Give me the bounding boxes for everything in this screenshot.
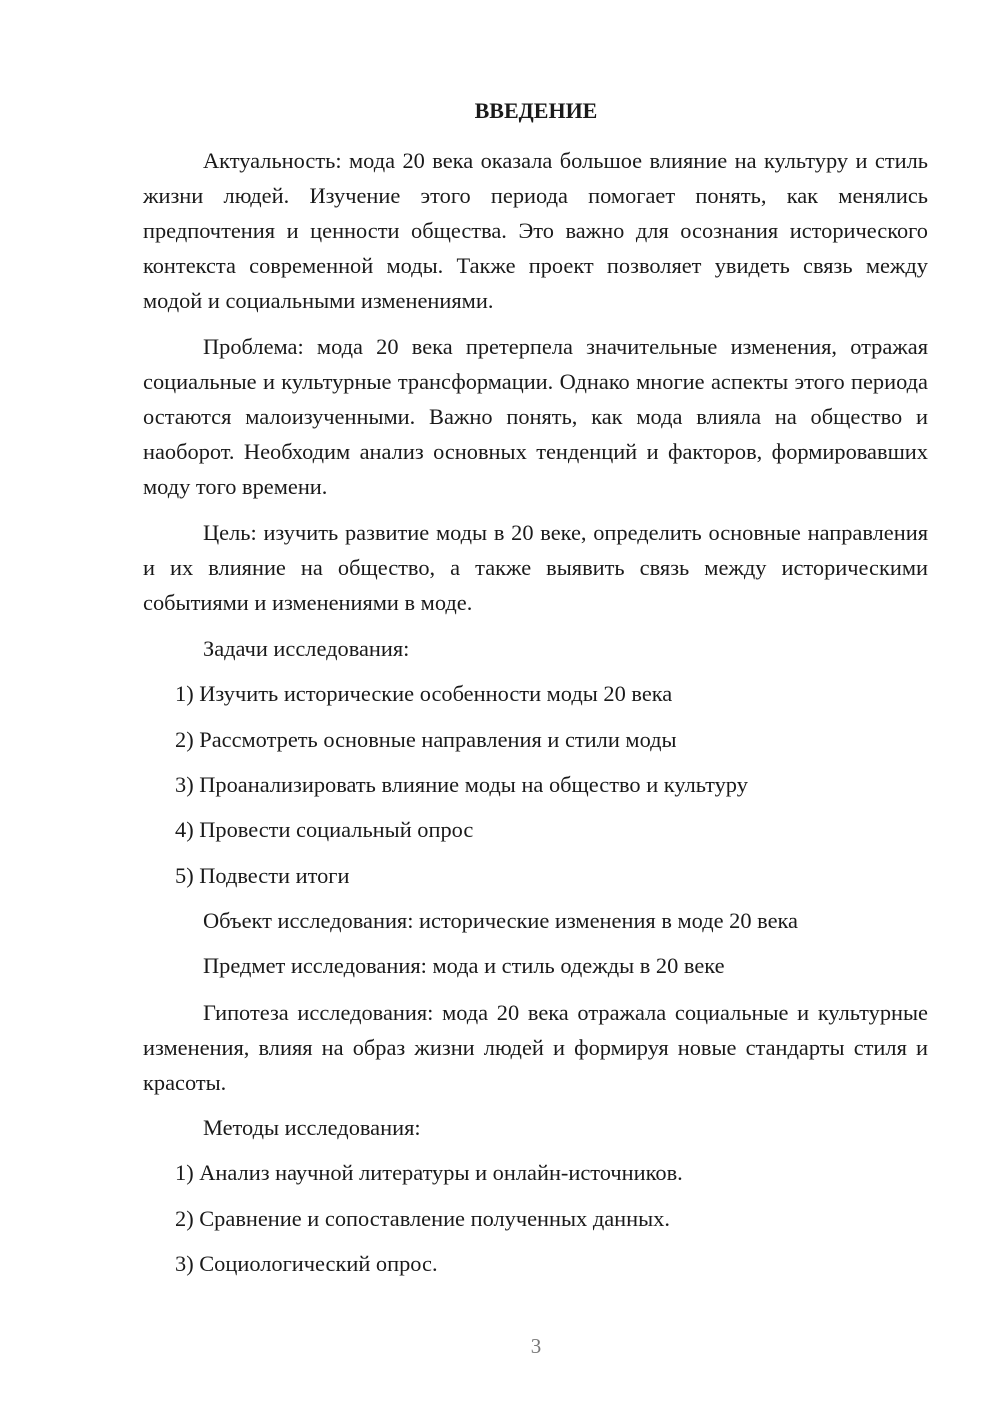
research-object: Объект исследования: исторические изменения в моде 20 века <box>203 908 798 933</box>
task-item: 1) Изучить исторические особенности моды 20 века <box>175 681 673 706</box>
hypothesis-paragraph: Гипотеза исследования: мода 20 века отражала социальные и культурные изменения, влияя на образ жизни людей и формируя новые стандарты стиля и красоты. <box>143 1000 928 1095</box>
method-item: 1) Анализ научной литературы и онлайн-источников. <box>175 1160 683 1185</box>
task-item: 5) Подвести итоги <box>175 863 350 888</box>
method-item: 2) Сравнение и сопоставление полученных данных. <box>175 1206 670 1231</box>
tasks-heading: Задачи исследования: <box>203 636 410 661</box>
methods-heading: Методы исследования: <box>203 1115 421 1140</box>
problem-paragraph: Проблема: мода 20 века претерпела значительные изменения, отражая социальные и культурные трансформации. Однако многие аспекты этого периода остаются малоизученными. Важно понять, как мода влияла на общество и наоборот. Необходим анализ основных тенденций и факторов, формировавших моду того времени. <box>143 334 928 499</box>
task-item: 2) Рассмотреть основные направления и стили моды <box>175 727 677 752</box>
relevance-paragraph: Актуальность: мода 20 века оказала большое влияние на культуру и стиль жизни людей. Изучение этого периода помогает понять, как менялись предпочтения и ценности общества. Это важно для осознания исторического контекста современной моды. Также проект позволяет увидеть связь между модой и социальными изменениями. <box>143 148 928 313</box>
section-title: ВВЕДЕНИЕ <box>474 98 598 123</box>
page-number: 3 <box>530 1334 542 1358</box>
method-item: 3) Социологический опрос. <box>175 1251 438 1276</box>
task-item: 4) Провести социальный опрос <box>175 817 474 842</box>
research-subject: Предмет исследования: мода и стиль одежды в 20 веке <box>203 953 725 978</box>
goal-paragraph: Цель: изучить развитие моды в 20 веке, определить основные направления и их влияние на общество, а также выявить связь между историческими событиями и изменениями в моде. <box>143 520 928 615</box>
task-item: 3) Проанализировать влияние моды на общество и культуру <box>175 772 748 797</box>
